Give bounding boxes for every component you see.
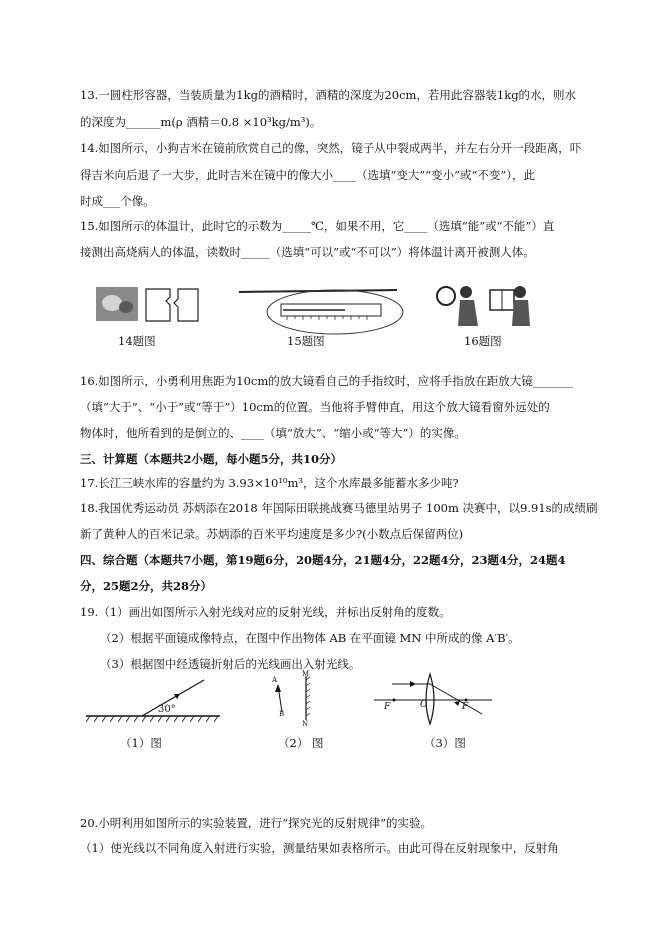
figure-19-1-caption: （1）图 (120, 736, 162, 750)
figure-19-3-label-f-right: F (462, 702, 469, 712)
section-3-heading: 三、计算题（本题共2小题，每小题5分，共10分） (80, 452, 343, 466)
figure-19-1-reflection (84, 676, 224, 724)
q14-line-3: 时成___个像。 (80, 194, 155, 208)
section-4-heading-cont: 分，25题2分，共28分） (80, 579, 213, 593)
q16-line-1: 16.如图所示，小勇利用焦距为10cm的放大镜看自己的手指纹时，应将手指放在距放大镜_______ (80, 374, 574, 388)
q15-line-2: 接测出高烧病人的体温，读数时_____（选填“可以”或“不可以”）将体温计离开被测人体。 (80, 245, 535, 259)
q17-line: 17.长江三峡水库的容量约为 3.93×10¹⁰m³，这个水库最多能蓄水多少吨? (80, 476, 459, 490)
q19-line-3: （3）根据图中经透镜折射后的光线画出入射光线。 (100, 657, 361, 671)
figure-15-thermometer (235, 282, 405, 338)
section-4-heading: 四、综合题（本题共7小题，第19题6分，20题4分，21题4分，22题4分，23题4分，24题4 (80, 553, 566, 567)
q18-line-2: 新了黄种人的百米记录。苏炳添的百米平均速度是多少?(小数点后保留两位) (80, 527, 464, 541)
q18-line-1: 18.我国优秀运动员 苏炳添在2018 年国际田联挑战赛马德里站男子 100m 决赛中，以9.91s的成绩刷 (80, 501, 598, 515)
figure-19-1-angle: 30° (158, 704, 176, 715)
figure-19-2-label-m: M (302, 670, 310, 678)
figure-19-3-lens (372, 670, 496, 726)
figure-19-3-label-f-left: F (384, 702, 391, 712)
q15-line-1: 15.如图所示的体温计，此时它的示数为_____℃，如果不用，它____（选填“能”或“不能”）直 (80, 219, 555, 233)
figure-19-2-label-n: N (302, 720, 309, 728)
figure-19-3-caption: （3）图 (424, 736, 466, 750)
figure-14-mirror (94, 285, 204, 325)
q13-line-2: 的深度为______m(ρ 酒精＝0.8 ×10³kg/m³)。 (80, 115, 322, 129)
figure-16-magnifier (430, 282, 540, 332)
q16-line-3: 物体时，他所看到的是倒立的、____（填“放大”、“缩小或“等大”）的实像。 (80, 426, 466, 440)
q14-line-1: 14.如图所示，小狗吉米在镜前欣赏自己的像，突然，镜子从中裂成两半，并左右分开一段距离，吓 (80, 141, 582, 155)
q20-line-2: （1）使光线以不同角度入射进行实验，测量结果如表格所示。由此可得在反射现象中，反射角 (80, 841, 559, 855)
figure-19-3-label-o: O (420, 700, 428, 710)
figure-19-2-caption: （2） 图 (278, 736, 324, 750)
figure-15-caption: 15题图 (287, 334, 325, 348)
figure-16-caption: 16题图 (464, 334, 502, 348)
q19-line-2: （2）根据平面镜成像特点，在图中作出物体 AB 在平面镜 MN 中所成的像 A′B′。 (100, 631, 520, 645)
figure-19-2-label-b: B (279, 710, 285, 718)
q20-line-1: 20.小明利用如图所示的实验装置，进行“探究光的反射规律”的实验。 (80, 816, 433, 830)
figure-14-caption: 14题图 (118, 334, 156, 348)
q13-line-1: 13.一圆柱形容器，当装质量为1kg的酒精时，酒精的深度为20cm，若用此容器装1kg的水，则水 (80, 88, 577, 102)
q16-line-2: （填“大于”、“小于”或“等于”）10cm的位置。当他将手臂伸直，用这个放大镜看窗外远处的 (80, 400, 550, 414)
figure-19-2-label-a: A (272, 676, 278, 684)
q19-line-1: 19.（1）画出如图所示入射光线对应的反射光线，并标出反射角的度数。 (80, 605, 451, 619)
q14-line-2: 得吉米向后退了一大步，此时吉米在镜中的像大小____（选填“变大”“变小”或“不变”），此 (80, 168, 536, 182)
